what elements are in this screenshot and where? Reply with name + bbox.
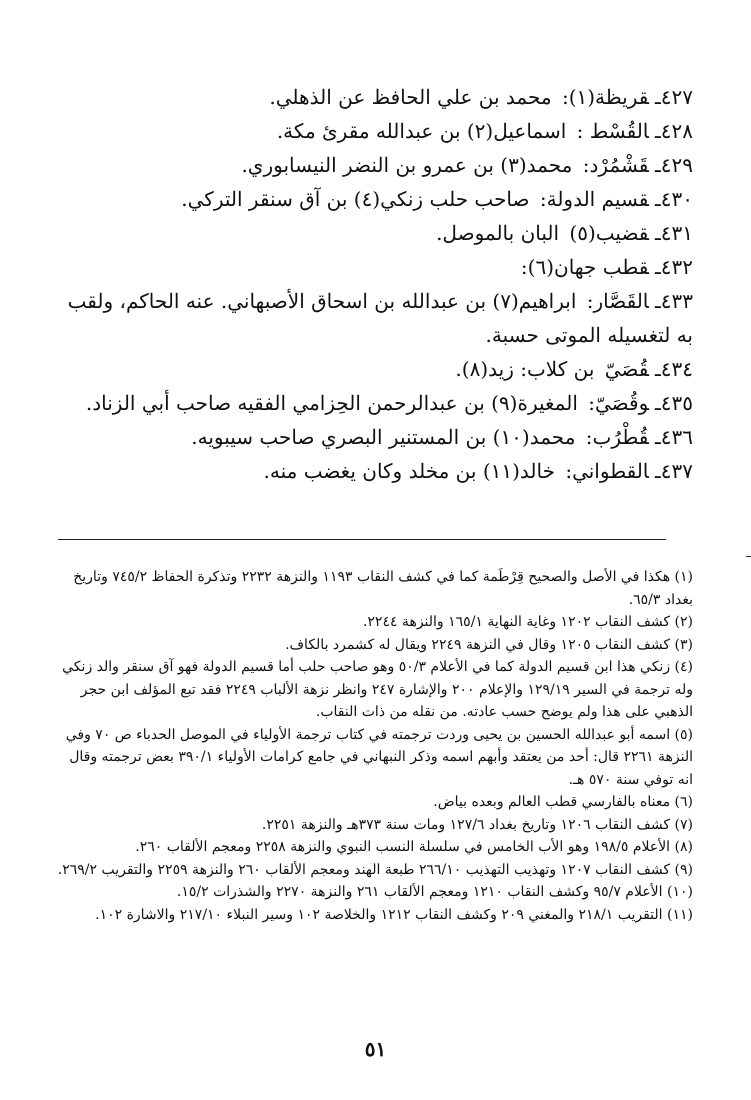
entry-text: محمد(١٠) بن المستنير البصري صاحب سيبويه. [191, 425, 576, 449]
entry-text: صاحب حلب زنكي(٤) بن آق سنقر التركي. [181, 187, 530, 211]
entry-heading: القُسْط : [576, 119, 649, 143]
footnote: (١) هكذا في الأصل والصحيح قِرْطَمة كما في كشف النقاب ١١٩٣ والنزهة ٢٢٣٢ وتذكرة الحفاظ ٧٤٥/٢ وتاريخ بغداد ٦٥/٣. [73, 569, 693, 608]
page-number: ٥١ [364, 1037, 387, 1061]
entry-heading: قُطْرُب: [585, 425, 649, 449]
entry-434 [53, 352, 693, 386]
entry-number: ٤٣١ـ [654, 221, 693, 245]
entry-number: ٤٢٩ـ [654, 153, 693, 177]
entry-number: ٤٢٧ـ [654, 85, 693, 109]
entry-435 [53, 386, 693, 420]
entry-heading: القطواني: [565, 459, 649, 483]
footnote-divider [58, 539, 666, 540]
entry-heading: قُصَيّ [604, 357, 649, 381]
footnote: (١١) التقريب ٢١٨/١ والمغني ٢٠٩ وكشف النقاب ١٢١٢ والخلاصة ١٠٢ وسير النبلاء ٢١٧/١٠ والاشارة ١٠٢. [95, 906, 693, 923]
entry-number: ٤٣٥ـ [654, 391, 693, 415]
entry-text: المغيرة(٩) بن عبدالرحمن الحِزامي الفقيه صاحب أبي الزناد. [85, 391, 578, 415]
footnote: (٢) كشف النقاب ١٢٠٢ وغاية النهاية ١٦٥/١ والنزهة ٢٢٤٤. [362, 614, 693, 630]
entry-number: ٤٢٨ـ [654, 119, 693, 143]
entry-432 [53, 250, 693, 284]
entry-text: محمد(٣) بن عمرو بن النضر النيسابوري. [241, 153, 573, 177]
entry-number: ٤٣٣ـ [654, 289, 693, 313]
footnote: (٨) الأعلام ١٩٨/٥ وهو الأب الخامس في سلسلة النسب النبوي والنزهة ٢٢٥٨ ومعجم الألقاب ٢٦٠. [135, 839, 693, 855]
margin-mark [746, 556, 751, 557]
entry-heading: قطب جهان(٦): [520, 255, 649, 279]
entry-number: ٤٣٢ـ [654, 255, 693, 279]
entry-heading: القَصَّار: [586, 289, 649, 313]
entry-433 [53, 284, 693, 352]
entry-430 [53, 182, 693, 216]
entry-431 [53, 216, 693, 250]
entry-number: ٤٣٦ـ [654, 425, 693, 449]
entry-heading: قريظة(١): [561, 85, 649, 109]
footnote: (٣) كشف النقاب ١٢٠٥ وقال في النزهة ٢٢٤٩ ويقال له كشمرد بالكاف. [285, 636, 693, 653]
entry-text: البان بالموصل. [436, 221, 560, 245]
entry-text: محمد بن علي الحافظ عن الذهلي. [269, 85, 552, 109]
footnote: (٩) كشف النقاب ١٢٠٧ وتهذيب التهذيب ٢٦٦/١٠ طبعة الهند ومعجم الألقاب ٢٦٠ والنزهة ٢٢٥٩ والتقريب ٢٦٩/٢. [57, 861, 693, 878]
entry-number: ٤٣٧ـ [654, 459, 693, 483]
entry-437 [53, 454, 693, 488]
entries-list [53, 80, 693, 488]
entry-436 [53, 420, 693, 454]
entry-text: بن كلاب: زيد(٨). [455, 357, 595, 381]
entry-text: ابراهيم(٧) بن عبدالله بن اسحاق الأصبهاني. عنه الحاكم، ولقب به لتغسيله الموتى حسبة. [67, 289, 693, 347]
entry-428 [53, 114, 693, 148]
entry-heading: قضيب(٥) [569, 221, 649, 245]
footnote: (٤) زنكي هذا ابن قسيم الدولة كما في الأعلام ٥٠/٣ وهو صاحب حلب أما قسيم الدولة فهو آق سنقر والد زنكي وله ترجمة في السير ١٢٩/١٩ والإعلام ٢٠٠ والإشارة ٢٤٧ وانظر نزهة الألباب ٢٢٤٩ فقد تبع المؤلف ابن حجر الذهبي على هذا ولم يوضح حسب عادته. من نقله من ذات النقاب. [62, 659, 693, 720]
footnotes-list [53, 566, 693, 926]
entry-heading: وقُصَيّ: [588, 391, 649, 415]
footnote: (٧) كشف النقاب ١٢٠٦ وتاريخ بغداد ١٢٧/٦ ومات سنة ٣٧٣هـ والنزهة ٢٢٥١. [261, 816, 693, 833]
footnote: (٥) اسمه أبو عبدالله الحسين بن يحيى وردت ترجمته في كتاب ترجمة الأولياء في الموصل الحدباء ص ٧٠ وفي النزهة ٢٢٦١ قال: أحد من يعتقد وأبهم اسمه وذكر النبهاني في جامع كرامات الأولياء ٣٩٠/١ بعض ترجمته وقال انه توفي سنة ٥٧٠ هـ. [65, 726, 693, 788]
entry-number: ٤٣٠ـ [654, 187, 693, 211]
entry-heading: قسيم الدولة: [539, 187, 649, 211]
entry-429 [53, 148, 693, 182]
entry-number: ٤٣٤ـ [654, 357, 693, 381]
entry-427 [53, 80, 693, 114]
entry-text: اسماعيل(٢) بن عبدالله مقرئ مكة. [276, 119, 567, 143]
footnote: (٦) معناه بالفارسي قطب العالم وبعده بياض. [433, 794, 693, 810]
footnote: (١٠) الأعلام ٩٥/٧ وكشف النقاب ١٢١٠ ومعجم الألقاب ٢٦١ والنزهة ٢٢٧٠ والشذرات ١٥/٢. [176, 884, 693, 900]
entry-text: خالد(١١) بن مخلد وكان يغضب منه. [263, 459, 555, 483]
entry-heading: قَشْمُرْد: [582, 153, 649, 177]
